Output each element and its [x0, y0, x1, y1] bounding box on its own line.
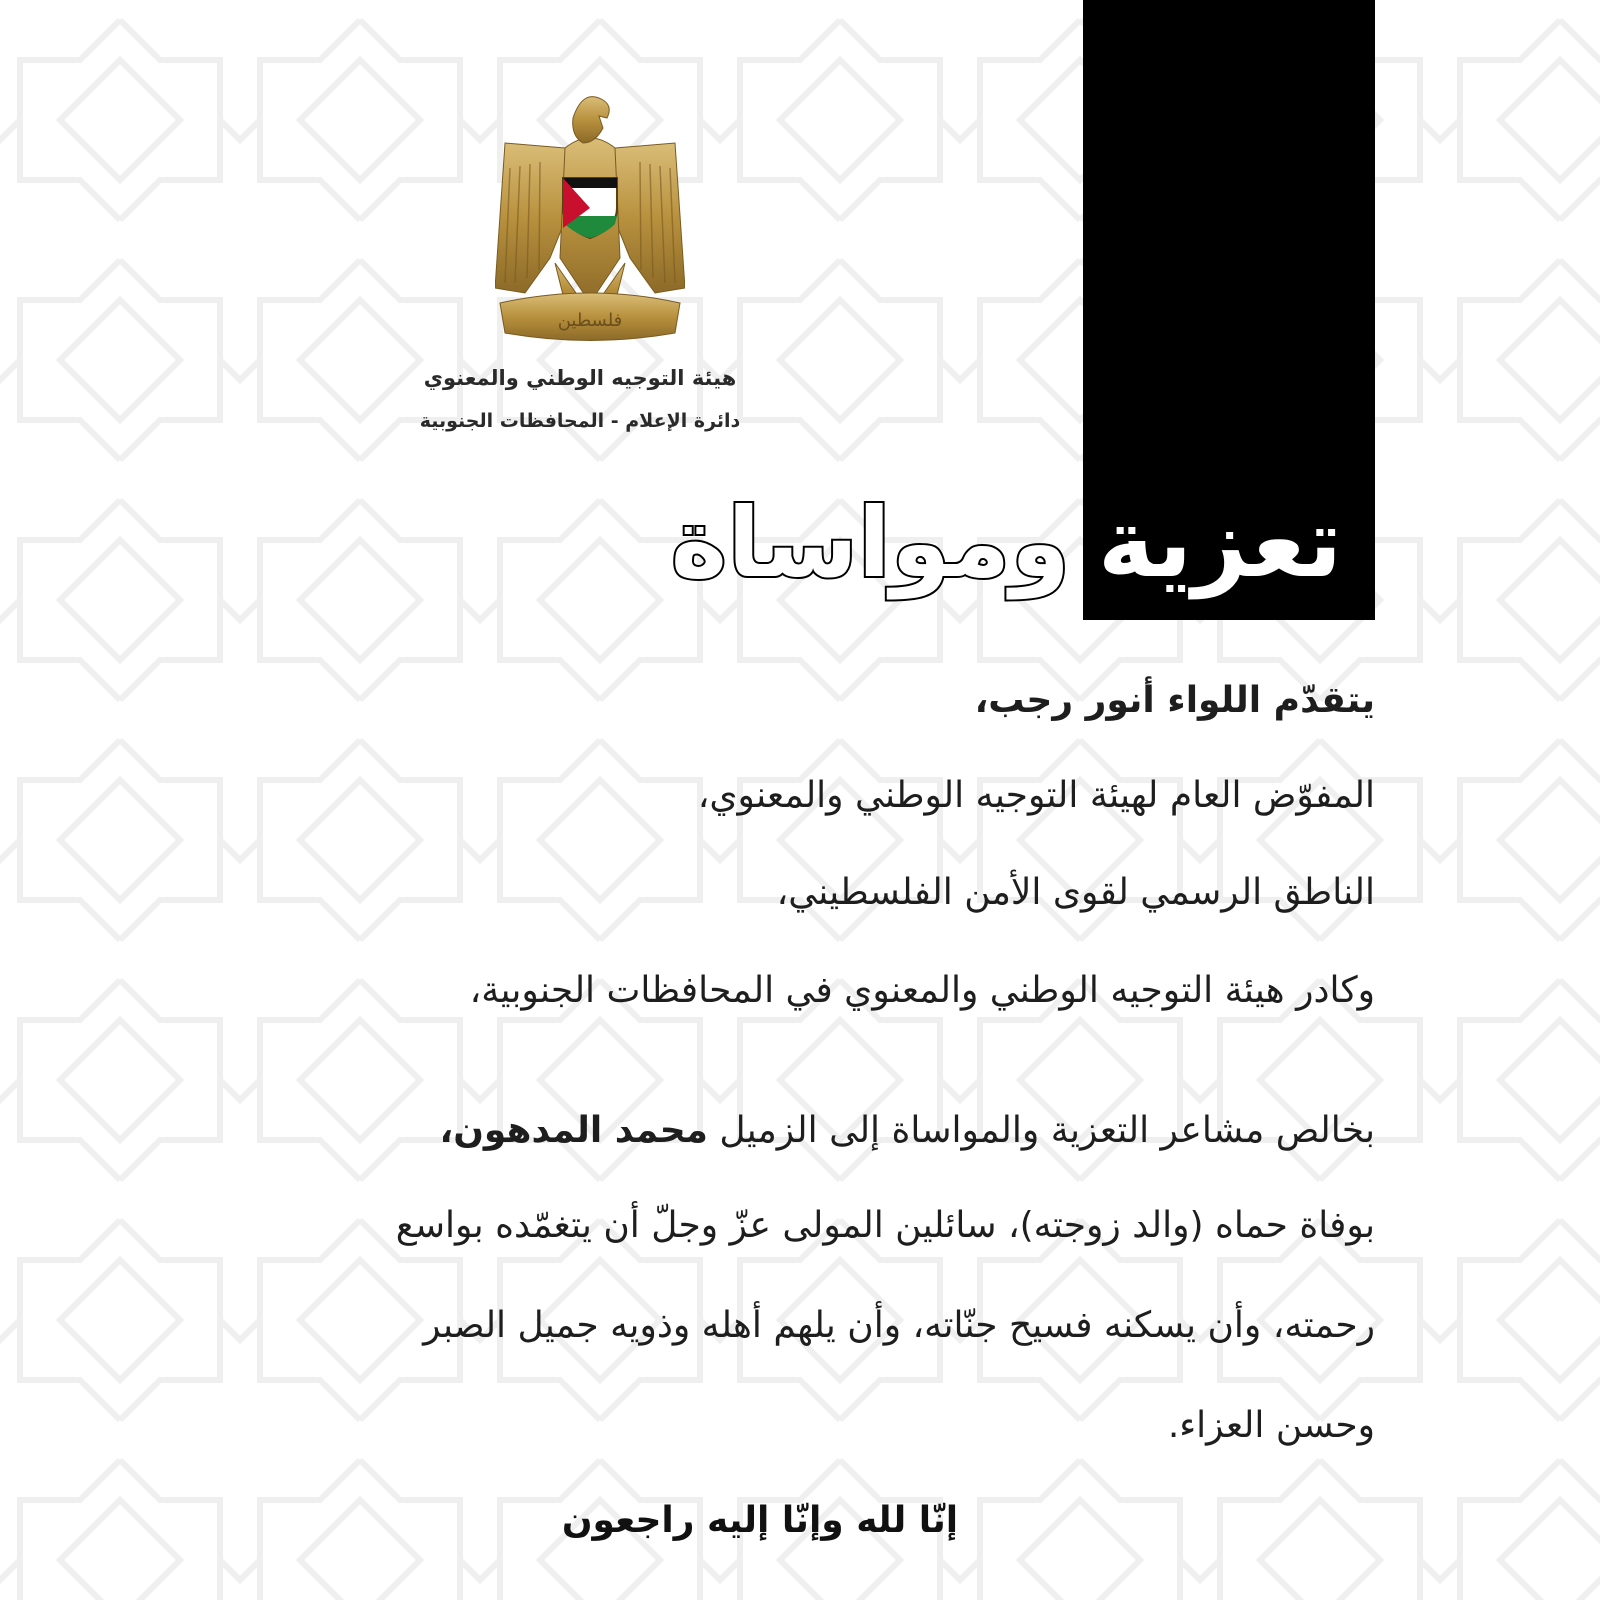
- org-name: هيئة التوجيه الوطني والمعنوي: [423, 366, 737, 390]
- body-line-8: وحسن العزاء.: [1167, 1405, 1375, 1446]
- body-line-3: الناطق الرسمي لقوى الأمن الفلسطيني،: [776, 872, 1375, 913]
- palestine-eagle-emblem-icon: [495, 88, 685, 346]
- department-name: دائرة الإعلام - المحافظات الجنوبية: [419, 410, 741, 432]
- title-word-condolence: تعزية: [1097, 487, 1343, 599]
- body-line-5: [440, 1110, 1375, 1151]
- body-line-2: المفوّض العام لهيئة التوجيه الوطني والمعنوي،: [697, 775, 1375, 816]
- body-line-4: وكادر هيئة التوجيه الوطني والمعنوي في المحافظات الجنوبية،: [469, 970, 1375, 1011]
- title-word-sympathy: ومواساة: [670, 487, 1070, 599]
- emblem-text: فلسطين: [557, 310, 623, 331]
- colleague-name: محمد المدهون،: [439, 1110, 708, 1151]
- body-line-1: يتقدّم اللواء أنور رجب،: [974, 680, 1375, 721]
- body-line-5-text: بخالص مشاعر التعزية والمواساة إلى الزميل: [707, 1110, 1375, 1151]
- body-line-6: بوفاة حماه (والد زوجته)، سائلين المولى عزّ وجلّ أن يتغمّده بواسع: [395, 1205, 1375, 1246]
- closing-verse: إنّا لله وإنّا إليه راجعون: [561, 1500, 959, 1541]
- body-line-7: رحمته، وأن يسكنه فسيح جنّاته، وأن يلهم أهله وذويه جميل الصبر: [423, 1305, 1375, 1346]
